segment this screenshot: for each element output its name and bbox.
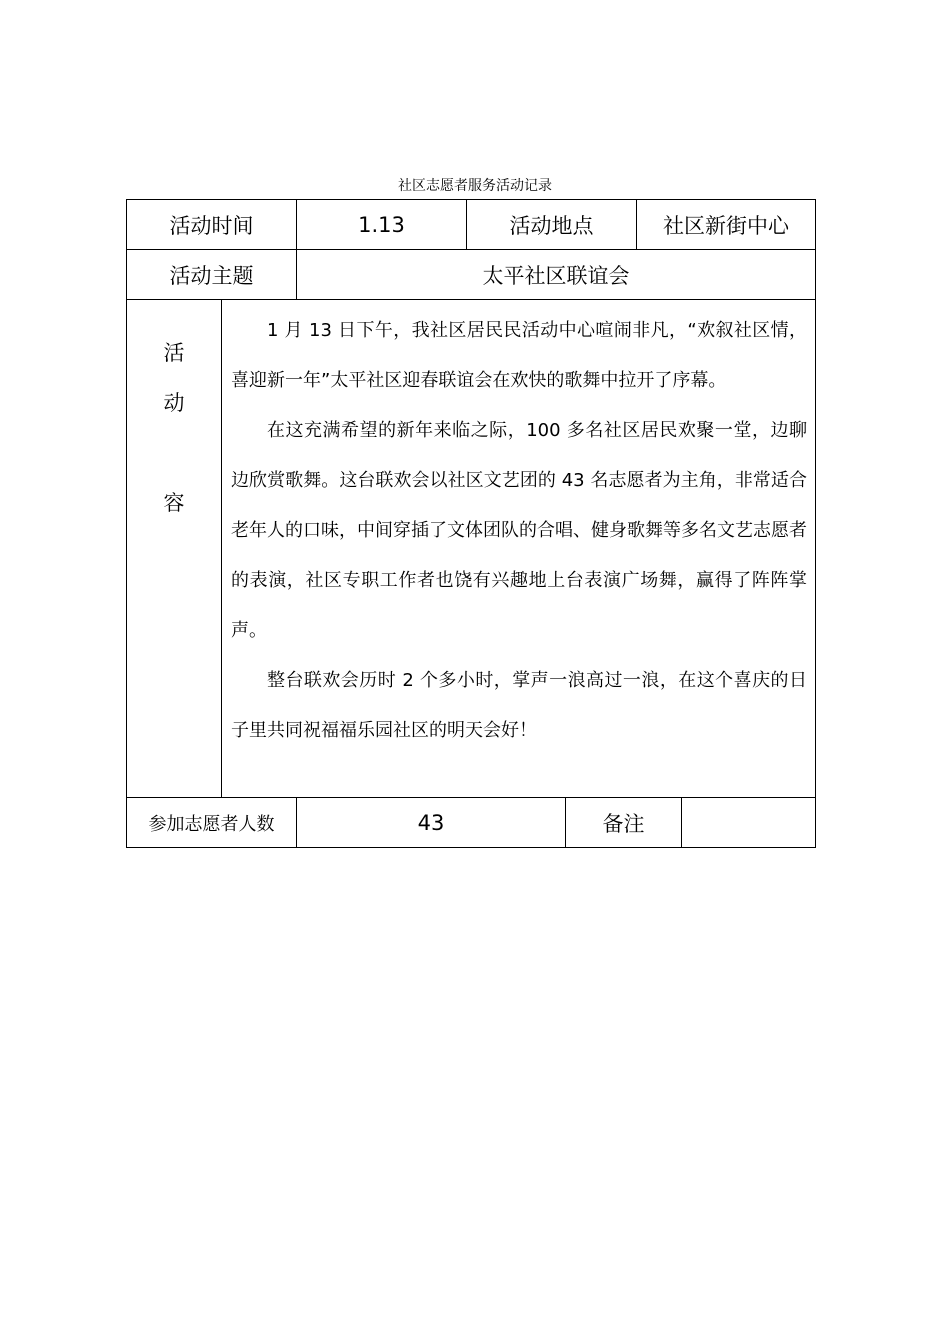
remark-value [682, 798, 816, 848]
volunteers-value: 43 [297, 798, 566, 848]
content-label-char-2: 动 [163, 391, 185, 415]
content-label-char-3: 容 [163, 491, 185, 515]
content-paragraph-1: 1 月 13 日下午，我社区居民民活动中心喧闹非凡，“欢叙社区情，喜迎新一年”太平社区迎春联谊会在欢快的歌舞中拉开了序幕。 [231, 320, 807, 391]
theme-label: 活动主题 [127, 250, 297, 300]
row-footer [127, 798, 816, 848]
time-label: 活动时间 [127, 200, 297, 250]
content-body [222, 300, 816, 798]
row-content [127, 300, 816, 798]
content-paragraph-3: 整台联欢会历时 2 个多小时，掌声一浪高过一浪，在这个喜庆的日子里共同祝福福乐园社区的明天会好！ [231, 670, 807, 741]
activity-record-table [126, 199, 816, 848]
place-label: 活动地点 [467, 200, 637, 250]
row-theme [127, 250, 816, 300]
content-paragraph-2: 在这充满希望的新年来临之际，100 多名社区居民欢聚一堂，边聊边欣赏歌舞。这台联欢会以社区文艺团的 43 名志愿者为主角，非常适合老年人的口味，中间穿插了文体团队的合唱、健身歌舞等多名文艺志愿者的表演，社区专职工作者也饶有兴趣地上台表演广场舞，赢得了阵阵掌声。 [231, 420, 807, 641]
document-title: 社区志愿者服务活动记录 [398, 178, 552, 194]
content-label [127, 300, 222, 798]
time-value: 1.13 [297, 200, 467, 250]
place-value: 社区新街中心 [637, 200, 816, 250]
theme-value: 太平社区联谊会 [297, 250, 816, 300]
remark-label: 备注 [566, 798, 682, 848]
row-time-place [127, 200, 816, 250]
content-label-char-1: 活 [163, 341, 185, 365]
volunteers-label: 参加志愿者人数 [127, 798, 297, 848]
